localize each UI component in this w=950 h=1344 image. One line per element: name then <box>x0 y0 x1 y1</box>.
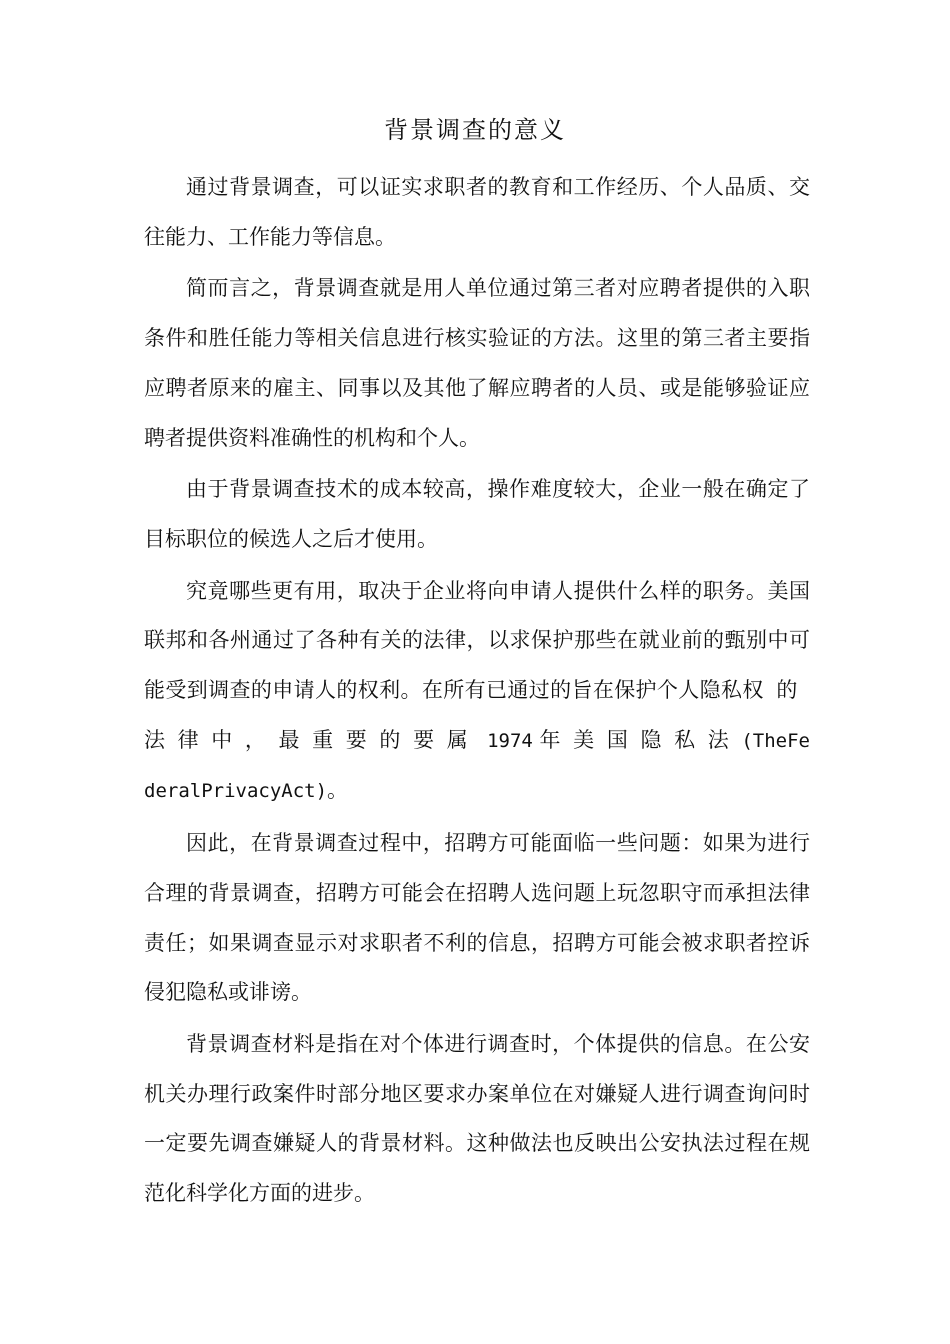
paragraph-4-end: 。 <box>327 778 349 803</box>
paragraph-5: 因此，在背景调查过程中，招聘方可能面临一些问题：如果为进行合理的背景调查，招聘方可能会在招聘人选问题上玩忽职守而承担法律责任；如果调查显示对求职者不利的信息，招聘方可能会被求职者控诉侵犯隐私或诽谤。 <box>144 831 810 1005</box>
paragraph-1: 通过背景调查，可以证实求职者的教育和工作经历、个人品质、交往能力、工作能力等信息。 <box>144 175 810 249</box>
paragraph-4-part2: 权的法律中，最重要的要属 <box>144 678 810 752</box>
paragraph-6: 背景调查材料是指在对个体进行调查时，个体提供的信息。在公安机关办理行政案件时部分地区要求办案单位在对嫌疑人进行调查询问时一定要先调查嫌疑人的背景材料。这种做法也反映出公安执法过程在规范化科学化方面的进步。 <box>144 1031 810 1206</box>
document-body <box>144 163 810 1221</box>
paragraph-4-year: 1974 <box>487 729 533 752</box>
paragraph-4-part3: 年美国隐私法 <box>539 727 742 752</box>
paragraph-2: 简而言之，背景调查就是用人单位通过第三者对应聘者提供的入职条件和胜任能力等相关信息进行核实验证的方法。这里的第三者主要指应聘者原来的雇主、同事以及其他了解应聘者的人员、或是能够验证应聘者提供资料准确性的机构和个人。 <box>144 276 810 450</box>
paragraph-4-english: (TheFederalPrivacyAct) <box>144 729 810 803</box>
paragraph-4-part1: 究竟哪些更有用，取决于企业将向申请人提供什么样的职务。美国联邦和各州通过了各种有关的法律，以求保护那些在就业前的甄别中可能受到调查的申请人的权利。在所有已通过的旨在保护个人隐私 <box>144 578 810 703</box>
paragraph-3: 由于背景调查技术的成本较高，操作难度较大，企业一般在确定了目标职位的候选人之后才使用。 <box>144 477 810 551</box>
paragraph-4 <box>144 567 810 818</box>
document-title: 背景调查的意义 <box>384 116 566 144</box>
